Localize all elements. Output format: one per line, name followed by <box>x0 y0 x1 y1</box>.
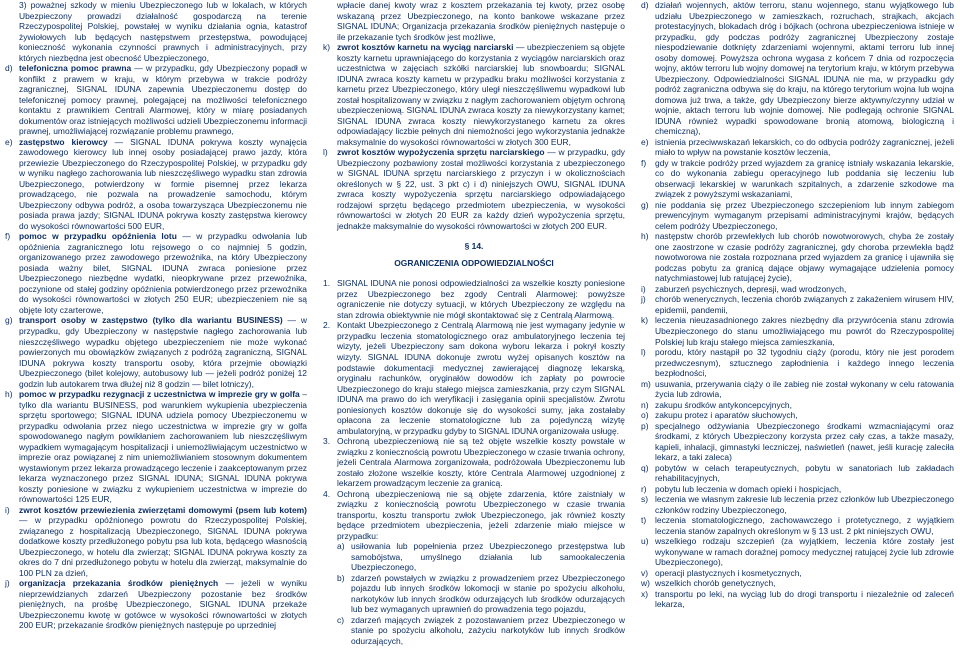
list-item <box>323 278 625 320</box>
list-item <box>641 536 954 568</box>
list-item <box>641 484 954 495</box>
item-marker: h) <box>641 231 649 242</box>
list-item <box>323 436 625 489</box>
item-marker: c) <box>337 614 345 625</box>
list-item <box>337 615 625 647</box>
list-item <box>641 589 954 610</box>
item-text: wszelkiego rodzaju szczepień (za wyjątkiem, leczenia które zostały jest wykonywane w ramach doraźnej pomocy medycznej ratującej życie lub zdrowie Ubezpieczonego), <box>655 536 954 568</box>
list-item <box>5 578 307 631</box>
item-text: działań wojennych, aktów terroru, stanu wojennego, stanu wyjątkowego lub udziału Ubezpieczonego w zamieszkach, rozruchach, strajkach, akcjach protestacyjnych, blokadach dróg i bójkach (ochrona ubezpieczeniowa istnieje w przypadku, gdy podczas podróży zagranicznej Ubezpieczony zostaje niespodziewanie dotknięty zdarzeniami wojennymi, aktami terroru lub innej osoby domowej. Powyższa ochrona wygasa z końcem 7 dnia od rozpoczęcia wojny, aktów terroru lub wojny domowej na terytorium kraju, w którym przebywa Ubezpieczony. Odpowiedzialności SIGNAL IDUNA nie ma, w przypadku gdy podróż zagraniczna odbywa się do kraju, na którego terytorium wojna lub wojna domowa już trwa, a także, gdy Ubezpieczony bierze aktywny/czynny udział w wojnie, aktach terroru lub wojnie domowej. Nie podlegają ochronie SIGNAL IDUNA również wypadki spowodowane bronią atomową, biologiczną i chemiczną), <box>655 0 954 137</box>
continued-paragraph: wpłacie danej kwoty wraz z kosztem przekazania tej kwoty, przez osobę wskazaną przez Ubezpieczonego, na konto bankowe wskazane przez SIGNAL IDUNA; Organizacja przekazania środków pieniężnych następuje o ile przekazanie tych środków jest możliwe, <box>337 0 625 42</box>
list-item <box>641 379 954 400</box>
item-marker: i) <box>5 504 10 515</box>
item-marker: g) <box>641 199 649 210</box>
item-text: — jeżeli w wyniku nieprzewidzianych zdarzeń Ubezpieczony pozostanie bez środków pieniężnych, na prośbę Ubezpieczonego, SIGNAL IDUNA przekaże Ubezpieczonemu kwotę w gotówce w wysokości równowartości w złotych 200 EUR; przekazanie środków pieniężnych następuje po uprzedniej <box>19 578 307 631</box>
item-text: zaburzeń psychicznych, depresji, wad wrodzonych, <box>655 283 847 294</box>
item-text: zdarzeń mających związek z pozostawaniem przez Ubezpieczonego w stanie po spożyciu alkoholu, zażyciu narkotyków lub innych środków odurzających, <box>351 614 625 646</box>
list-item <box>641 284 954 295</box>
item-marker: n) <box>641 399 649 410</box>
list-item <box>5 137 307 232</box>
list-item <box>5 315 307 389</box>
item-text: zakupu protez i aparatów słuchowych, <box>655 410 798 421</box>
item-heading: zwrot kosztów wypożyczenia sprzętu narciarskiego <box>337 147 545 158</box>
item-marker: 1. <box>323 278 331 289</box>
continued-paragraph: 3) poważnej szkody w mieniu Ubezpieczonego lub w lokalach, w których Ubezpieczony prowadzi działalność gospodarczą na terenie Rzeczypospolitej Polskiej, powstałej w wyniku działania ognia, katastrof żywiołowych lub będących następstwem przestępstwa, powodującej konieczność wykonania czynności prawnych i administracyjnych, przy których niezbędna jest obecność Ubezpieczonego, <box>19 0 307 63</box>
list-item <box>641 347 954 379</box>
section-title: OGRANICZENIA ODPOWIEDZIALNOŚCI <box>394 257 554 268</box>
list-item <box>5 63 307 137</box>
item-marker: k) <box>641 315 649 326</box>
list-item <box>641 578 954 589</box>
item-marker: x) <box>641 588 649 599</box>
item-text: Ochroną ubezpieczeniową nie są objęte zdarzenia, które zaistniały w związku z koniecznością powrotu Ubezpieczonego w czasie trwania transportu, kosztu transportu zwłok Ubezpieczonego, jak również koszty będące przedmiotem ubezpieczenia, jeżeli zdarzenie miało miejsce w przypadku: <box>337 488 625 541</box>
list-item <box>641 568 954 579</box>
item-heading: pomoc w przypadku rezygnacji z uczestnictwa w imprezie gry w golfa <box>19 389 300 400</box>
item-text: — w przypadku opóźnionego powrotu do Rzeczypospolitej Polskiej, związanego z hospitalizacją Ubezpieczonego, SIGNAL IDUNA pokrywa dodatkowe koszty przedłużonego pobytu psa lub kota, będącego własnością Ubezpieczonego, w hotelu dla zwierząt; SIGNAL IDUNA pokrywa koszty za okres do 7 dni przedłużonego pobytu w hotelu dla zwierząt, maksymalnie do 100 PLN za dzień, <box>19 515 307 578</box>
list-item <box>323 147 625 231</box>
list-item <box>641 515 954 536</box>
item-text: — SIGNAL IDUNA pokrywa koszty wynajęcia zawodowego kierowcy lub innej osoby posiadającej prawo jazdy, która przewiezie Ubezpieczonego do Rzeczypospolitej Polskiej, w przypadku gdy w wyniku nagłego zachorowania lub nieszczęśliwego wypadku stan zdrowia Ubezpieczonego, potwierdzony w formie pisemnej przez lekarza prowadzącego, nie pozwala na prowadzenie samochodu, którym Ubezpieczony odbywa podróż, a osoba towarzysząca Ubezpieczonemu nie posiada prawa jazdy; SIGNAL IDUNA pokrywa koszty zastępstwa kierowcy do wysokości równowartości 500 EUR, <box>19 136 307 231</box>
item-text: Kontakt Ubezpieczonego z Centralą Alarmową nie jest wymagany jedynie w przypadku leczenia stomatologicznego oraz ambulatoryjnego leczenia tej wizyty, jeżeli Ubezpieczony sam dokona wyboru lekarza i pokrył koszty wizyty. SIGNAL IDUNA dokonuje zwrotu wyżej opisanych kosztów na podstawie dokumentacji medycznej zawierającej diagnozę lekarską, oryginału rachunków, oryginałów dowodów ich zapłaty po powrocie Ubezpieczonego do kraju stałego miejsca zamieszkania, przy czym SIGNAL IDUNA ma prawo do ich weryfikacji i zasięgania opinii specjalistów. Zwrotu poniesionych kosztów dokonuje się do wysokości sumy, jaka zostałaby opłacona za leczenie stomatologiczne lub za pojedynczą wizytę ambulatoryjną, w przypadku gdyby to SIGNAL IDUNA organizowała usługę. <box>337 320 625 436</box>
item-heading: zwrot kosztów przewiezienia zwierzętami domowymi (psem lub kotem) <box>19 504 307 515</box>
list-item <box>337 541 625 573</box>
sub-points <box>323 541 625 646</box>
item-text: chorób wenerycznych, leczenia chorób związanych z zakażeniem wirusem HIV, epidemii, pandemii, <box>655 294 954 315</box>
item-marker: j) <box>641 294 646 305</box>
column-middle <box>323 0 625 646</box>
item-text: SIGNAL IDUNA nie ponosi odpowiedzialności za wszelkie koszty poniesione przez Ubezpieczonego bez zgody Centrali Alarmowej: powyższe ograniczenie nie dotyczy sytuacji, w których Ubezpieczony ze względu na stan zdrowia obiektywnie nie mógł skontaktować się z Centralą Alarmową. <box>337 278 625 320</box>
item-heading: transport osoby w zastępstwo (tylko dla wariantu BUSINESS) <box>19 315 283 326</box>
item-heading: telefoniczna pomoc prawna <box>19 63 132 74</box>
list-item <box>641 137 954 158</box>
item-marker: i) <box>641 283 646 294</box>
item-marker: e) <box>5 136 13 147</box>
item-text: pobytów w celach terapeutycznych, pobytu w sanatoriach lub zakładach rehabilitacyjnych, <box>655 462 954 484</box>
list-item <box>641 158 954 200</box>
items-list <box>323 42 625 231</box>
item-text: wszelkich chorób genetycznych, <box>655 578 776 589</box>
list-item <box>5 505 307 579</box>
item-marker: 2. <box>323 320 331 331</box>
list-item <box>641 494 954 515</box>
list-item <box>641 231 954 284</box>
item-text: pobytu lub leczenia w domach opieki i hospicjach, <box>655 483 842 494</box>
item-marker: j) <box>5 578 10 589</box>
item-marker: k) <box>323 42 331 53</box>
item-text: leczenia we własnym zakresie lub leczenia przez członków lub Ubezpieczonego członków rodziny Ubezpieczonego, <box>655 494 954 515</box>
item-heading: organizacja przekazania środków pieniężnych <box>19 578 219 589</box>
item-marker: b) <box>337 572 345 583</box>
item-marker: q) <box>641 462 649 473</box>
item-text: specjalnego odżywiania Ubezpieczonego środkami wzmacniającymi oraz środkami, z których Ubezpieczony korzysta przez cały czas, a także masaży, kąpieli, inhalacji, gimnastyki leczniczej, naświetleń (nawet, jeśli kurację zaleciła lekarz, a taki zaleca) <box>655 420 954 463</box>
list-item <box>641 200 954 232</box>
sub-points <box>641 0 954 610</box>
item-marker: t) <box>641 515 647 526</box>
list-item <box>641 0 954 137</box>
list-item <box>641 421 954 463</box>
item-marker: o) <box>641 410 649 421</box>
item-marker: 4. <box>323 488 331 499</box>
item-text: — ubezpieczeniem są objęte koszty karnetu uprawniającego do korzystania z wyciągów narciarskich oraz uczestnictwa w zajęciach szkółki narciarskiej lub snowboardu; SIGNAL IDUNA zwraca koszty karnetu w przypadku braku możliwości korzystania z karnetu przez Ubezpieczonego, który uległ nieszczęśliwemu wypadkowi lub został hospitalizowany w związku z nagłym zachorowaniem objętym ochroną ubezpieczeniową. SIGNAL IDUNA zwraca koszty za niewykorzystany karnet; SIGNAL IDUNA zwraca koszty niewykorzystanego karnetu za okres odpowiadający liczbie pełnych dni niemożności jego wykorzystania jednakże maksymalnie do wysokości równowartości w złotych 300 EUR, <box>337 42 625 147</box>
item-marker: s) <box>641 494 649 505</box>
list-item <box>323 489 625 542</box>
item-text: zdarzeń powstałych w związku z prowadzeniem przez Ubezpieczonego pojazdu lub innych środków lokomocji w stanie po spożyciu alkoholu, narkotyków lub innych środków odurzających lub środków odurzających lub bez wymaganych uprawnień do prowadzenia tego pojazdu, <box>351 572 625 615</box>
item-marker: m) <box>641 378 651 389</box>
list-item <box>641 315 954 347</box>
items-list <box>5 63 307 631</box>
item-marker: u) <box>641 536 649 547</box>
item-text: transportu po leki, na wyciąg lub do drogi transportu i niezależnie od zaleceń lekarza, <box>655 588 954 610</box>
list-item <box>5 389 307 505</box>
item-text: usuwania, przerywania ciąży o ile zabieg nie został wykonany w celu ratowania życia lub zdrowia, <box>655 378 954 400</box>
item-text: operacji plastycznych i kosmetycznych, <box>655 567 802 578</box>
item-text: usiłowania lub popełnienia przez Ubezpieczonego przestępstwa lub samobójstwa, umyślnego działania lub samookaleczenia Ubezpieczonego, <box>351 541 625 573</box>
item-text: — w przypadku, gdy Ubezpieczony w następstwie nagłego zachorowania lub nieszczęśliwego wypadku objętego ubezpieczeniem nie może wykonać powierzonych mu obowiązków związanych z podróżą zagraniczną, SIGNAL IDUNA pokrywa koszty transportu osoby, która przejmie obowiązki Ubezpieczonego (bilet kolejowy, autobusowy lub — jeżeli podróż poniżej 12 godzin lub autokarem trwa dłużej niż 8 godzin — bilet lotniczy), <box>19 315 307 389</box>
numbered-points <box>323 278 625 541</box>
item-marker: r) <box>641 483 647 494</box>
section-number: § 14. <box>464 241 484 252</box>
item-text: — w przypadku, gdy Ubezpieczony pozbawiony został możliwości korzystania z ubezpieczonego w SIGNAL IDUNA sprzętu narciarskiego z przyczyn i w okolicznościach określonych w § 22, ust. 3 pkt c) i d) niniejszych OWU, SIGNAL IDUNA zwraca koszty wypożyczenia sprzętu narciarskiego odpowiadającego rodzajowi sprzętu będącego przedmiotem ubezpieczenia, w wysokości równowartości w złotych 20 EUR za każdy dzień wypożyczenia sprzętu, jednakże maksymalnie do wysokości równowartości w złotych 200 EUR. <box>337 147 625 231</box>
list-item <box>337 573 625 615</box>
item-text: Ochroną ubezpieczeniową nie są też objęte wszelkie koszty powstałe w związku z koniecznością powrotu Ubezpieczonego w czasie trwania ochrony, jeżeli Centrala Alarmowa zorganizowała, podróżowała Ubezpieczonemu lub zostało złożone wszelkie koszty, które Centrala Alarmowej uzgodnionej z lekarzem prowadzącym leczenie za granicą. <box>337 436 625 489</box>
item-marker: a) <box>337 541 345 552</box>
item-text: zakupu środków antykoncepcyjnych, <box>655 399 792 410</box>
item-marker: d) <box>641 0 649 10</box>
item-marker: v) <box>641 567 649 578</box>
item-text: — w przypadku odwołania lub opóźnienia zagranicznego lotu rejsowego o co najmniej 5 godzin, organizowanego przez zawodowego przewoźnika, na który Ubezpieczony posiada ważny bilet, SIGNAL IDUNA zwraca poniesione przez Ubezpieczonego niezbędne wydatki, nieopkrywane przez przewoźnika, poczynione od stałej godziny opóźnienia potwierdzonego przez przewoźnika do wysokości równowartości w złotych 250 EUR; ubezpieczeniem nie są objęte loty czarterowe, <box>19 231 307 315</box>
item-heading: pomoc w przypadku opóźnienia lotu <box>19 231 177 242</box>
item-marker: p) <box>641 420 649 431</box>
item-text: porodu, który nastąpił po 32 tygodniu ciąży (porodu, który nie jest porodem przedwczesnym), sztucznego zapłodnienia i każdego innego leczenia bezpłodności, <box>655 347 954 379</box>
item-marker: e) <box>641 136 649 147</box>
list-item <box>641 400 954 411</box>
item-marker: g) <box>5 315 13 326</box>
list-item <box>641 410 954 421</box>
item-text: gdy w trakcie podróży przed wyjazdem za granicę istniały wskazania lekarskie, co do wykonania zabiegu operacyjnego lub poddania się leczeniu lub obserwacji lekarskiej w warunkach szpitalnych, a zdarzenie szkodowe ma związek z powyższymi wskazaniami, <box>655 157 954 200</box>
item-text: nie poddania się przez Ubezpieczonego szczepieniom lub innym zabiegom prewencyjnym wymaganym przepisami administracyjnymi krajów, będących celem podróży Ubezpieczonego, <box>655 199 954 231</box>
list-item <box>5 231 307 315</box>
item-marker: l) <box>641 347 646 358</box>
item-text: następstw chorób przewlekłych lub chorób nowotworowych, chyba że zostały one zaostrzone w czasie podróży zagranicznej, gdy choroba przewlekła bądź nowotworowa nie została rozpoznana przed wyjazdem za granicę i ujawniła się podczas pobytu za granicą dające objawy wymagające udzielenia pomocy natychmiastowej lub ratującej życie), <box>655 231 954 284</box>
item-marker: 3. <box>323 436 331 447</box>
column-left <box>5 0 307 631</box>
item-text: — w przypadku, gdy Ubezpieczony popadł w konflikt z prawem w kraju, w którym przebywa w trakcie podróży zagranicznej, SIGNAL IDUNA zapewnia Ubezpieczonemu dostęp do telefonicznej pomocy prawnej, polegającej na możliwości telefonicznego kontaktu z prawnikiem Centrali Alarmowej, który w miarę posiadanych dokumentów oraz istniejących możliwości udzieli Ubezpieczonemu informacji prawnej, umożliwiającej rozwiązanie problemu prawnego, <box>19 63 307 137</box>
list-item <box>641 463 954 484</box>
item-marker: l) <box>323 147 328 158</box>
list-item <box>323 320 625 436</box>
item-marker: f) <box>641 157 647 168</box>
item-text: – tylko dla wariantu BUSINESS, pod warunkiem wykupienia ubezpieczenia sprzętu sportowego; SIGNAL IDUNA udziela pomocy Ubezpieczonemu w przypadku odwołania przez niego uczestnictwa w imprezie gry w golfa spowodowanego nagłym powikłaniem zachorowaniem lub nieszczęśliwym wypadkiem wymagającym hospitalizacji i uniemożliwiającym uczestnictwo w imprezie oraz powiązanej z nim uniemożliwianiem stosownym dokumentem wystawionym przez lekarza prowadzącego leczenie i zaakceptowanym przez lekarza wyznaczonego przez SIGNAL IDUNA; SIGNAL IDUNA pokrywa koszty poniesione w związku z wykupieniem uczestnictwa w imprezie do równowartości 125 EUR, <box>19 389 307 505</box>
column-right <box>641 0 954 610</box>
item-text: istnienia przeciwwskazań lekarskich, co do odbycia podróży zagranicznej, jeżeli miało to wpływ na powstanie kosztów leczenia, <box>655 136 954 158</box>
list-item <box>323 42 625 147</box>
list-item <box>641 294 954 315</box>
item-text: leczenia nieuzasadnionego zakres niezbędny dla przywrócenia stanu zdrowia Ubezpieczonego do stanu umożliwiającego mu powrót do Rzeczypospolitej Polskiej lub kraju stałego miejsca zamieszkania, <box>655 315 954 347</box>
item-heading: zwrot kosztów karnetu na wyciąg narciarski <box>337 42 514 53</box>
item-marker: h) <box>5 389 13 400</box>
item-heading: zastępstwo kierowcy <box>19 136 108 147</box>
item-marker: d) <box>5 63 13 74</box>
item-marker: w) <box>641 578 650 589</box>
item-marker: f) <box>5 231 11 242</box>
item-text: leczenia stomatologicznego, zachowawczego i protetycznego, z wyjątkiem leczenia stanów zapalnych określonym w § 13 ust. 2 pkt niniejszych OWU, <box>655 515 954 536</box>
